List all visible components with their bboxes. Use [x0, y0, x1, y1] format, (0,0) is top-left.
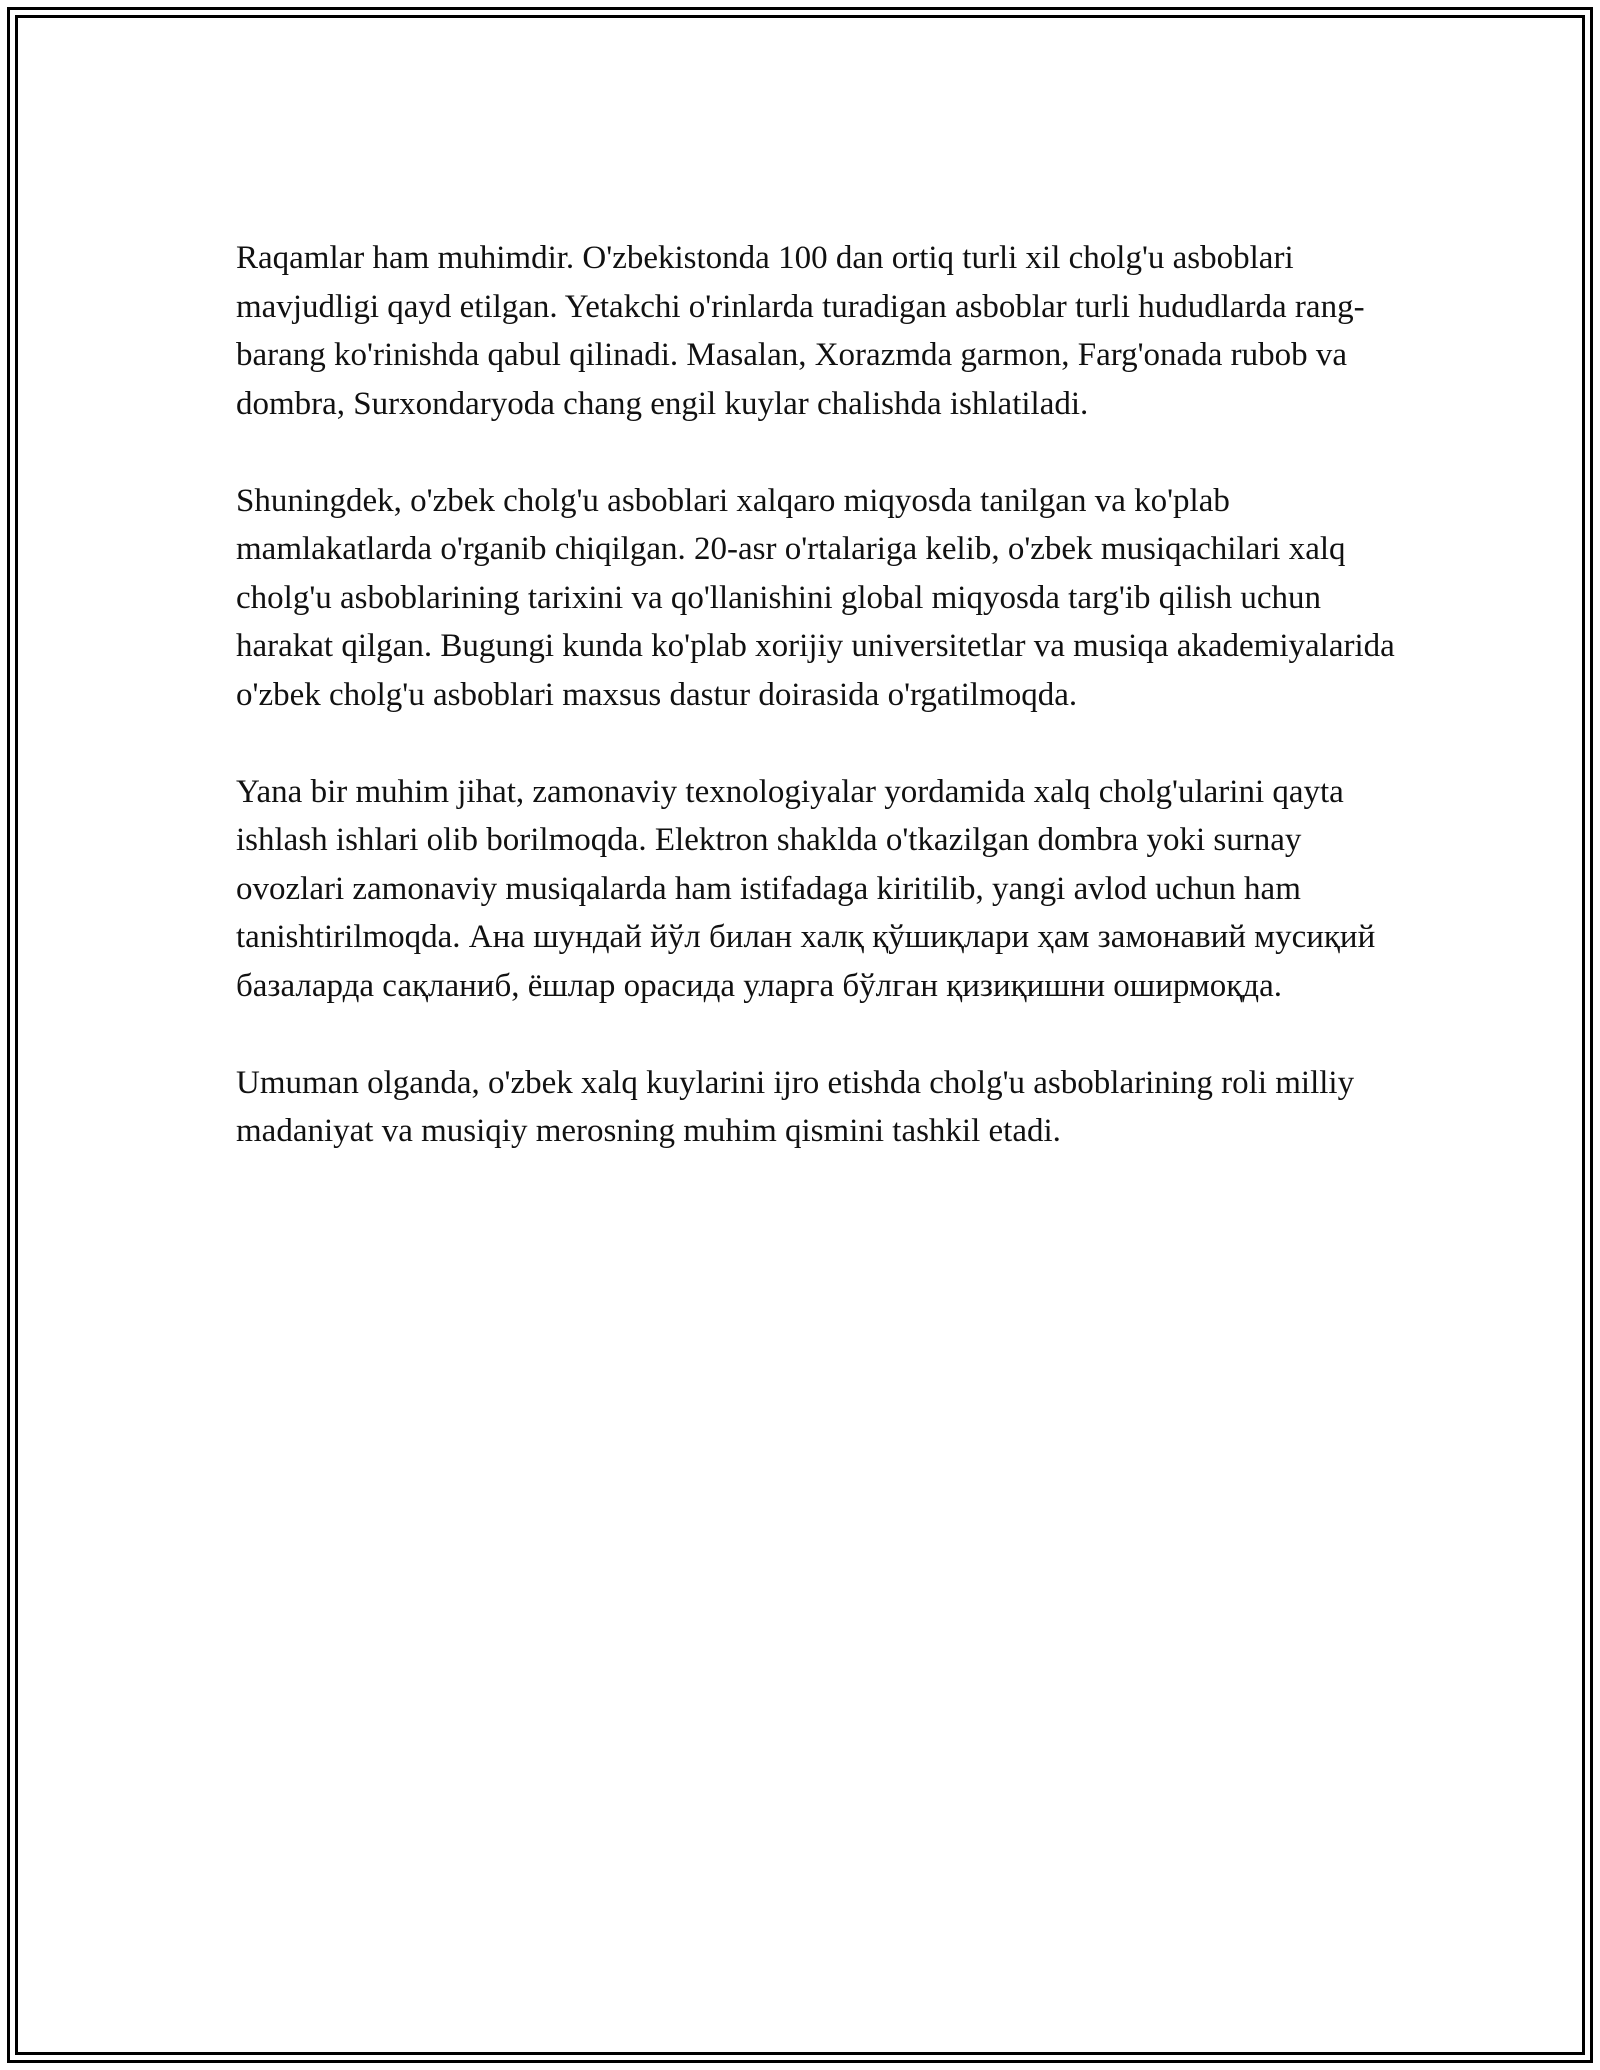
paragraph-1: Raqamlar ham muhimdir. O'zbekistonda 100 dan ortiq turli xil cholg'u asboblari mavjudligi qayd etilgan. Yetakchi o'rinlarda turadigan asboblar turli hududlarda rang-barang ko'rinishda qabul qilinadi. Masalan, Xorazmda garmon, Farg'onada rubob va dombra, Surxondaryoda chang engil kuylar chalishda ishlatiladi.	[236, 240, 1365, 422]
paragraph-3: Yana bir muhim jihat, zamonaviy texnologiyalar yordamida xalq cholg'ularini qayta ishlash ishlari olib borilmoqda. Elektron shaklda o'tkazilgan dombra yoki surnay ovozlari zamonaviy musiqalarda ham istifadaga kiritilib, yangi avlod uchun ham tanishtirilmoqda. Ана шундай йўл билан халқ қўшиқлари ҳам замонавий мусиқий базаларда сақланиб, ёшлар орасида уларга бўлган қизиқишни оширмоқда.	[236, 773, 1376, 1004]
paragraph-2: Shuningdek, o'zbek cholg'u asboblari xalqaro miqyosda tanilgan va ko'plab mamlakatlarda o'rganib chiqilgan. 20-asr o'rtalariga kelib, o'zbek musiqachilari xalq cholg'u asboblarining tarixini va qo'llanishini global miqyosda targ'ib qilish uchun harakat qilgan. Bugungi kunda ko'plab xorijiy universitetlar va musiqa akademiyalarida o'zbek cholg'u asboblari maxsus dastur doirasida o'rgatilmoqda.	[236, 482, 1395, 713]
paragraph-4: Umuman olganda, o'zbek xalq kuylarini ijro etishda cholg'u asboblarining roli milliy madaniyat va musiqiy merosning muhim qismini tashkil etadi.	[236, 1064, 1355, 1149]
document-body	[236, 234, 1396, 1156]
